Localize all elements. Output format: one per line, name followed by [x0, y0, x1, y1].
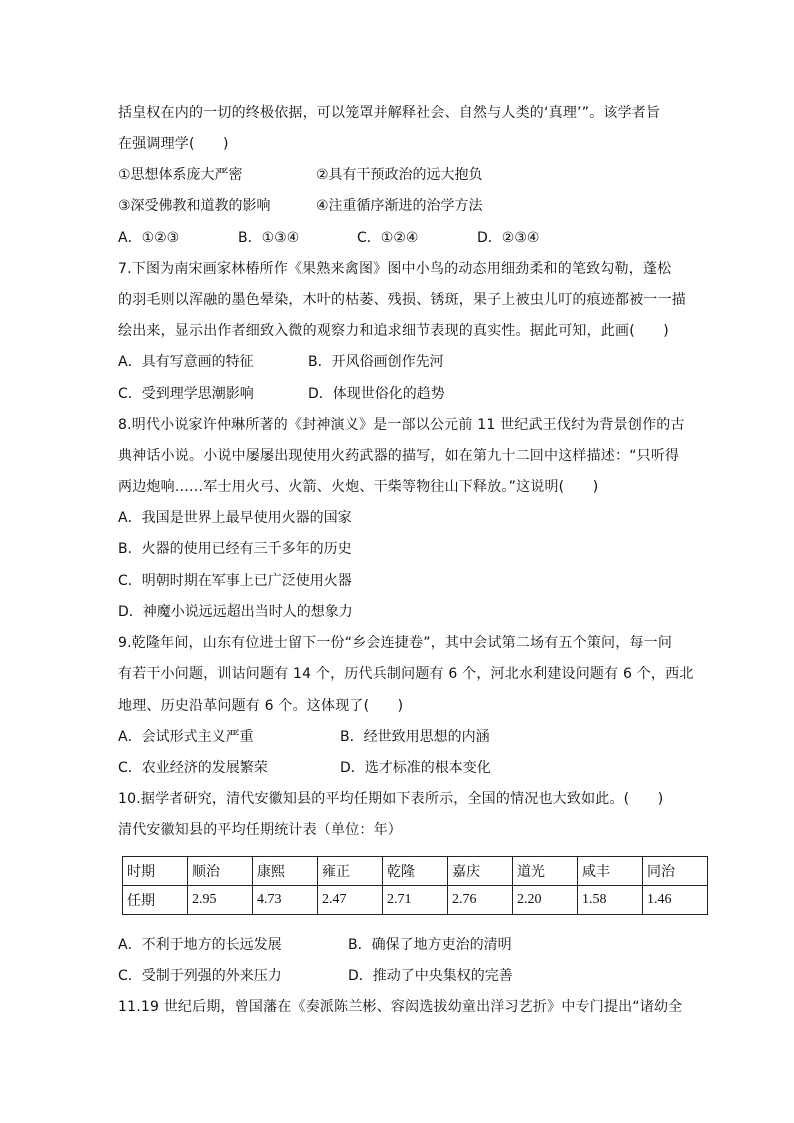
table-cell: 2.71 [383, 886, 448, 915]
q10-option-a: A．不利于地方的长远发展 [118, 937, 282, 953]
tenure-table [122, 856, 708, 915]
q8-stem-line-3: 两边炮响……军士用火弓、火箭、火炮、干柴等物往山下释放。”这说明( ) [118, 479, 599, 495]
q6-option-b: B．①③④ [238, 230, 300, 246]
q10-stem-line-1: 10.据学者研究，清代安徽知县的平均任期如下表所示，全国的情况也大致如此。( ) [118, 791, 664, 807]
q9-option-d: D．选才标准的根本变化 [340, 760, 491, 776]
table-cell: 4.73 [253, 886, 318, 915]
table-cell: 1.46 [643, 886, 708, 915]
table-cell: 雍正 [318, 857, 383, 886]
q7-stem-line-1: 7.下图为南宋画家林椿所作《果熟来禽图》图中小鸟的动态用细劲柔和的笔致勾勒，蓬松 [118, 261, 672, 277]
table-header-row [123, 857, 708, 886]
table-cell: 道光 [513, 857, 578, 886]
q9-stem-line-2: 有若干小问题，训诂问题有 14 个，历代兵制问题有 6 个，河北水利建设问题有 6 个，西北 [118, 666, 694, 682]
q8-option-a: A．我国是世界上最早使用火器的国家 [118, 510, 352, 526]
table-cell: 2.20 [513, 886, 578, 915]
q9-stem-line-1: 9.乾隆年间，山东有位进士留下一份“乡会连捷卷”，其中会试第二场有五个策问，每一问 [118, 635, 673, 651]
table-cell: 咸丰 [578, 857, 643, 886]
table-cell: 乾隆 [383, 857, 448, 886]
q10-option-d: D．推动了中央集权的完善 [348, 968, 513, 984]
q6-stem-line-2: 在强调理学( ) [118, 136, 229, 152]
q7-stem-line-3: 绘出来，显示出作者细致入微的观察力和追求细节表现的真实性。据此可知，此画( ) [118, 323, 669, 339]
q9-option-a: A．会试形式主义严重 [118, 729, 254, 745]
q8-option-b: B．火器的使用已经有三千多年的历史 [118, 541, 352, 557]
q8-option-d: D．神魔小说远远超出当时人的想象力 [118, 604, 353, 620]
q6-option-c: C．①②④ [357, 230, 419, 246]
q7-stem-line-2: 的羽毛则以浑融的墨色晕染，木叶的枯萎、残损、锈斑，果子上被虫儿叮的痕迹都被一一描 [118, 292, 686, 308]
q8-option-c: C．明朝时期在军事上已广泛使用火器 [118, 573, 352, 589]
q9-option-c: C．农业经济的发展繁荣 [118, 760, 268, 776]
table-cell: 任期 [123, 886, 188, 915]
q6-item-1: ①思想体系庞大严密 [118, 167, 243, 183]
q11-stem-line-1: 11.19 世纪后期，曾国藩在《奏派陈兰彬、容闳选拔幼童出洋习艺折》中专门提出“诸幼全 [118, 999, 683, 1015]
q6-item-2: ②具有干预政治的远大抱负 [316, 167, 483, 183]
q7-option-b: B．开风俗画创作先河 [308, 354, 444, 370]
table-cell: 顺治 [188, 857, 253, 886]
table-cell: 时期 [123, 857, 188, 886]
q10-table-caption: 清代安徽知县的平均任期统计表（单位：年） [118, 822, 402, 838]
q6-stem-line-1: 括皇权在内的一切的终极依据，可以笼罩并解释社会、自然与人类的‘真理’”。该学者旨 [118, 105, 661, 121]
table-cell: 2.47 [318, 886, 383, 915]
table-cell: 1.58 [578, 886, 643, 915]
table-cell: 嘉庆 [448, 857, 513, 886]
q9-option-b: B．经世致用思想的内涵 [340, 729, 490, 745]
q7-option-d: D．体现世俗化的趋势 [308, 386, 445, 402]
q7-option-a: A．具有写意画的特征 [118, 354, 254, 370]
table-cell: 2.95 [188, 886, 253, 915]
table-row [123, 886, 708, 915]
q7-option-c: C．受到理学思潮影响 [118, 386, 254, 402]
q6-option-a: A．①②③ [118, 230, 180, 246]
table-cell: 康熙 [253, 857, 318, 886]
q10-option-c: C．受制于列强的外来压力 [118, 968, 282, 984]
q6-item-4: ④注重循序渐进的治学方法 [316, 198, 483, 214]
table-cell: 2.76 [448, 886, 513, 915]
table-cell: 同治 [643, 857, 708, 886]
q10-option-b: B．确保了地方吏治的清明 [348, 937, 512, 953]
q6-option-d: D．②③④ [477, 230, 540, 246]
q8-stem-line-1: 8.明代小说家许仲琳所著的《封神演义》是一部以公元前 11 世纪武王伐纣为背景创作的古 [118, 417, 685, 433]
q8-stem-line-2: 典神话小说。小说中屡屡出现使用火药武器的描写，如在第九十二回中这样描述：“只听得 [118, 448, 680, 464]
q6-item-3: ③深受佛教和道教的影响 [118, 198, 271, 214]
q9-stem-line-3: 地理、历史沿革问题有 6 个。这体现了( ) [118, 698, 404, 714]
